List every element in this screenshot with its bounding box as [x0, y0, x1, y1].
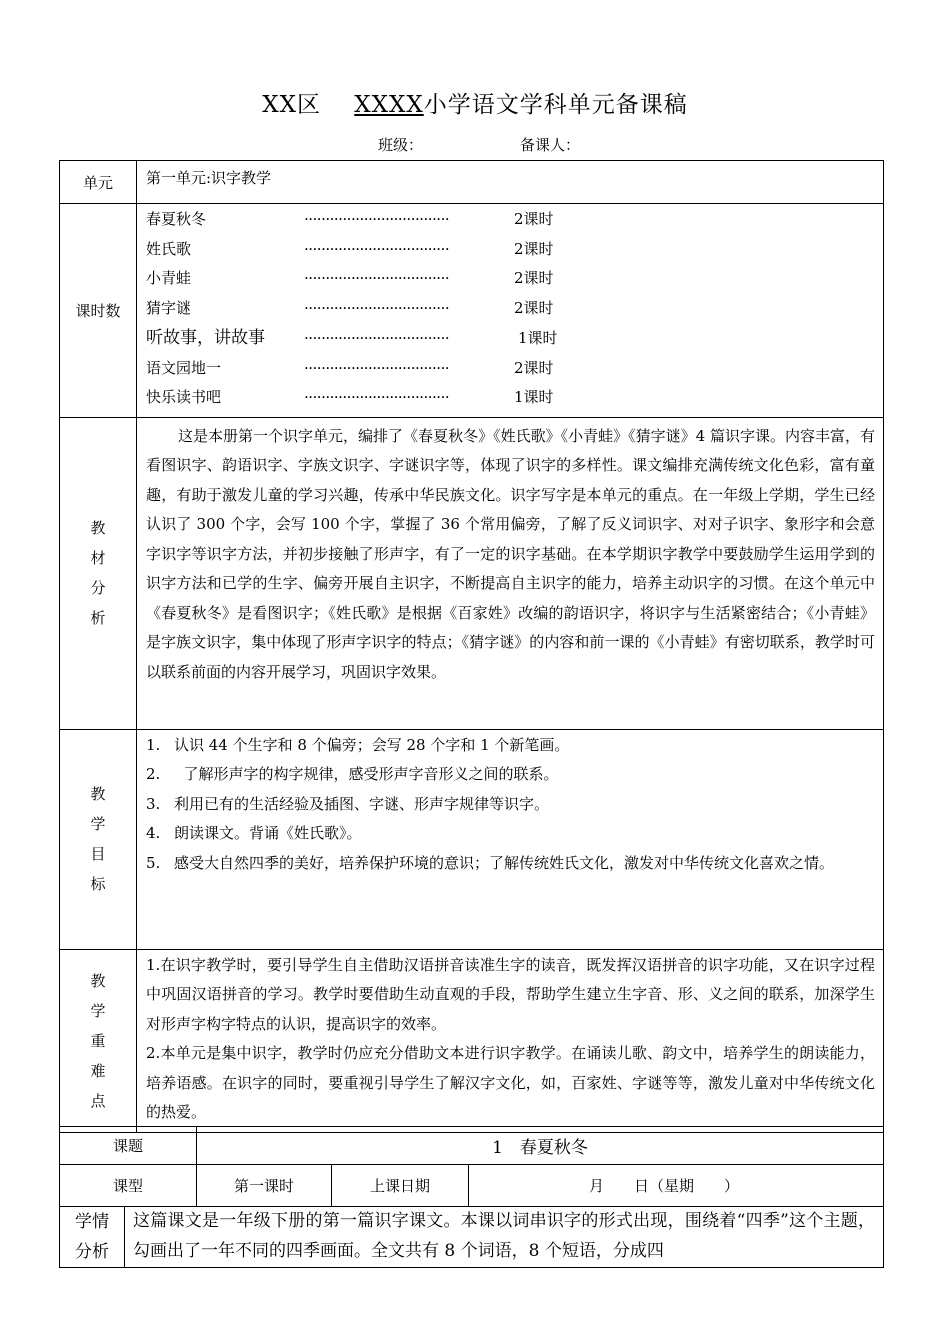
period-value: 第一课时	[197, 1165, 332, 1207]
list-item: 听故事，讲故事 ·································· 1课时	[146, 327, 558, 348]
situation-table	[59, 1206, 884, 1268]
topic-value: 1 春夏秋冬	[197, 1127, 884, 1165]
title-district: XX区	[262, 92, 321, 118]
keypoints-p1: 1.在识字教学时，要引导学生自主借助汉语拼音读准生字的读音，既发挥汉语拼音的识字功能，又在识字过程中巩固汉语拼音的学习。教学时要借助生动直观的手段，帮助学生建立生字音、形、义之间的联系，加深学生对形声字构字特点的认识，提高识字的效率。	[146, 955, 875, 1033]
preparer-label: 备课人：	[520, 136, 581, 154]
analysis-text-cell	[137, 417, 884, 729]
analysis-row	[60, 417, 884, 729]
situation-row	[60, 1207, 884, 1268]
subheader	[378, 134, 580, 155]
situation-text: 这篇课文是一年级下册的第一篇识字课文。本课以词串识字的形式出现，围绕着“四季”这个主题，勾画出了一年不同的四季画面。全文共有 8 个词语，8 个短语，分成四	[125, 1207, 884, 1268]
list-item: 小青蛙 ·································· 2课时	[146, 269, 554, 288]
unit-value: 第一单元:识字教学	[137, 161, 884, 204]
date-value: 月 日（星期 ）	[469, 1165, 884, 1207]
hours-row	[60, 204, 884, 418]
list-item: 2. 了解形声字的构字规律，感受形声字音形义之间的联系。	[146, 765, 559, 784]
list-item: 姓氏歌 ·································· 2课时	[146, 239, 554, 258]
situation-label: 学情 分析	[60, 1207, 125, 1268]
list-item: 快乐读书吧 ·································· 1课时	[146, 388, 554, 407]
lesson-table	[59, 1126, 884, 1207]
class-label: 班级：	[378, 136, 424, 154]
hours-label: 课时数	[60, 204, 137, 418]
unit-label: 单元	[60, 161, 137, 204]
unit-row	[60, 161, 884, 204]
goals-label: 教 学 目 标	[60, 729, 137, 949]
type-row	[60, 1165, 884, 1207]
analysis-text: 这是本册第一个识字单元，编排了《春夏秋冬》《姓氏歌》《小青蛙》《猜字谜》4 篇识字课。内容丰富，有看图识字、韵语识字、字族文识字、字谜识字等，体现了识字的多样性。课文编排充满传统文化色彩，富有童趣，有助于激发儿童的学习兴趣，传承中华民族文化。识字写字是本单元的重点。在一年级上学期，学生已经认识了 300 个字，会写 100 个字，掌握了 36 个常用偏旁，了解了反义词识字、对对子识字、象形字和会意字识字等识字方法，并初步接触了形声字，有了一定的识字基础。在本学期识字教学中要鼓励学生运用学到的识字方法和已学的生字、偏旁开展自主识字，不断提高自主识字的能力，培养主动识字的习惯。在这个单元中《春夏秋冬》是看图识字；《姓氏歌》是根据《百家姓》改编的韵语识字，将识字与生活紧密结合；《小青蛙》是字族文识字，集中体现了形声字识字的特点；《猜字谜》的内容和前一课的《小青蛙》有密切联系，教学时可以联系前面的内容开展学习，巩固识字效果。	[146, 426, 875, 681]
unit-table	[59, 160, 884, 1133]
topic-row	[60, 1127, 884, 1165]
title-school: XXXX	[354, 92, 424, 118]
list-item: 1. 认识 44 个生字和 8 个偏旁；会写 28 个字和 1 个新笔画。	[146, 735, 570, 754]
date-label: 上课日期	[332, 1165, 469, 1207]
keypoints-row	[60, 949, 884, 1132]
goals-list	[137, 729, 884, 949]
list-item: 3. 利用已有的生活经验及插图、字谜、形声字规律等识字。	[146, 794, 550, 813]
page-title	[0, 86, 950, 119]
type-label: 课型	[60, 1165, 197, 1207]
list-item: 猜字谜 ·································· 2课时	[146, 299, 554, 318]
list-item: 5. 感受大自然四季的美好，培养保护环境的意识；了解传统姓氏文化，激发对中华传统文化喜欢之情。	[146, 853, 835, 872]
keypoints-text-cell	[137, 949, 884, 1132]
keypoints-p2: 2.本单元是集中识字，教学时仍应充分借助文本进行识字教学。在诵读儿歌、韵文中，培养学生的朗读能力，培养语感。在识字的同时，要重视引导学生了解汉字文化，如，百家姓、字谜等等，激发儿童对中华传统文化的热爱。	[146, 1044, 875, 1122]
topic-label: 课题	[60, 1127, 197, 1165]
title-rest: 小学语文学科单元备课稿	[423, 92, 688, 118]
list-item: 4. 朗读课文。背诵《姓氏歌》。	[146, 824, 362, 843]
goals-row	[60, 729, 884, 949]
analysis-label: 教 材 分 析	[60, 417, 137, 729]
hours-list	[137, 204, 884, 418]
list-item: 春夏秋冬 ·································· 2课时	[146, 210, 554, 229]
list-item: 语文园地一 ·································· 2课时	[146, 358, 554, 377]
keypoints-label: 教 学 重 难 点	[60, 949, 137, 1132]
